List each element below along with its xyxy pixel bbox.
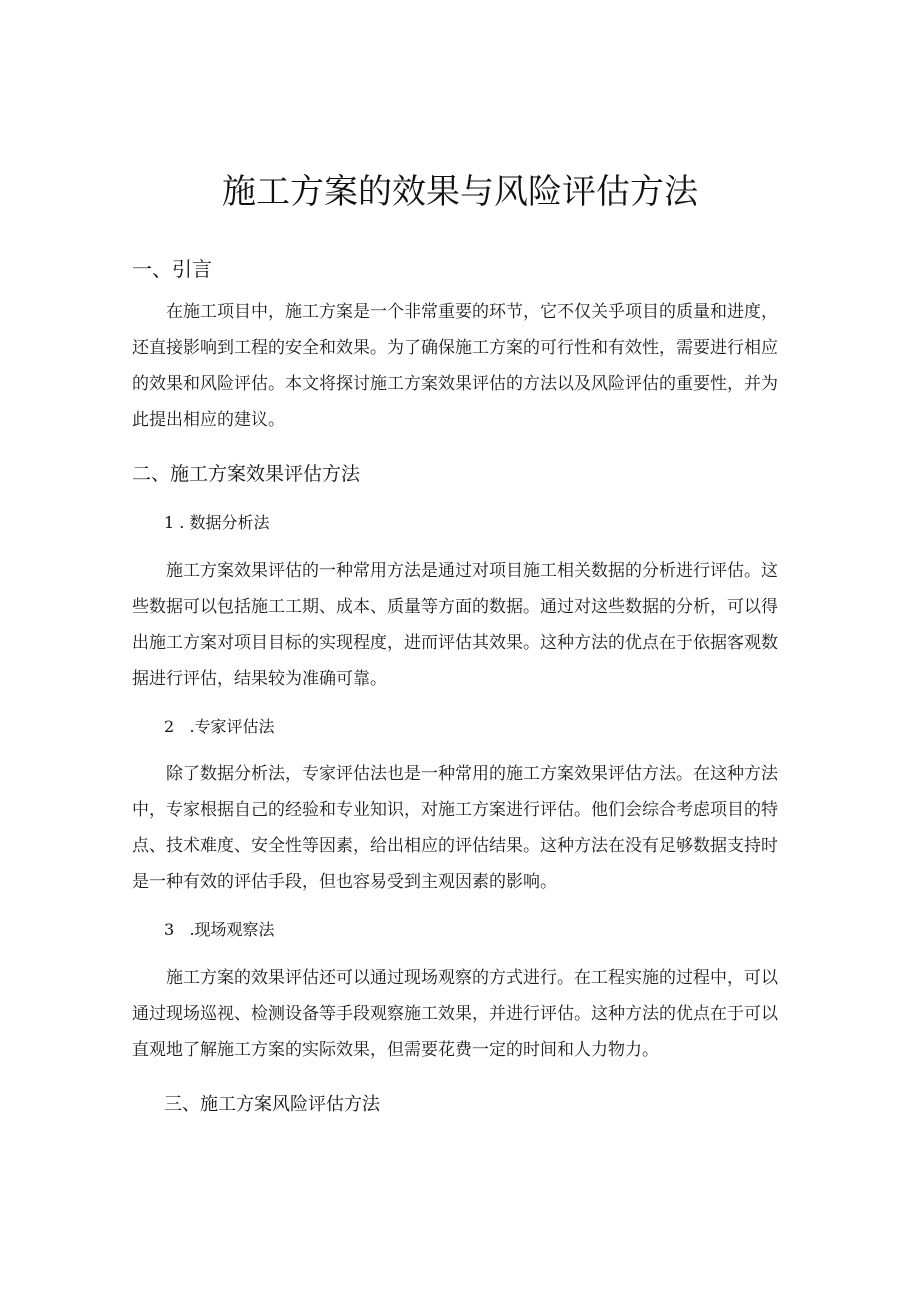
data-analysis-paragraph bbox=[132, 553, 780, 697]
paragraph-line: 除了数据分析法，专家评估法也是一种常用的施工方案效果评估方法。在这种方法 bbox=[166, 764, 778, 784]
paragraph-line: 施工方案效果评估的一种常用方法是通过对项目施工相关数据的分析进行评估。这 bbox=[166, 561, 778, 581]
paragraph-line: 施工方案的效果评估还可以通过现场观察的方式进行。在工程实施的过程中，可以 bbox=[166, 968, 778, 988]
paragraph-line: 中，专家根据自己的经验和专业知识，对施工方案进行评估。他们会综合考虑项目的特 bbox=[132, 800, 778, 820]
subheading-data-analysis: 1 . 数据分析法 bbox=[164, 513, 270, 532]
paragraph-line: 的效果和风险评估。本文将探讨施工方案效果评估的方法以及风险评估的重要性，并为 bbox=[132, 374, 778, 394]
section-heading-risk: 三、施工方案风险评估方法 bbox=[164, 1094, 380, 1115]
paragraph-line: 直观地了解施工方案的实际效果，但需要花费一定的时间和人力物力。 bbox=[132, 1040, 659, 1060]
paragraph-line: 据进行评估，结果较为准确可靠。 bbox=[132, 669, 387, 689]
paragraph-line: 通过现场巡视、检测设备等手段观察施工效果，并进行评估。这种方法的优点在于可以 bbox=[132, 1004, 778, 1024]
section-heading-effect: 二、施工方案效果评估方法 bbox=[132, 463, 361, 485]
intro-paragraph bbox=[132, 294, 780, 438]
paragraph-line: 在施工项目中，施工方案是一个非常重要的环节，它不仅关乎项目的质量和进度， bbox=[166, 302, 778, 322]
subheading-site-observation: 3 .现场观察法 bbox=[164, 920, 275, 939]
paragraph-line: 点、技术难度、安全性等因素，给出相应的评估结果。这种方法在没有足够数据支持时 bbox=[132, 836, 778, 856]
paragraph-line: 出施工方案对项目目标的实现程度，进而评估其效果。这种方法的优点在于依据客观数 bbox=[132, 633, 778, 653]
paragraph-line: 些数据可以包括施工工期、成本、质量等方面的数据。通过对这些数据的分析，可以得 bbox=[132, 597, 778, 617]
section-heading-intro: 一、引言 bbox=[132, 257, 212, 281]
paragraph-line: 还直接影响到工程的安全和效果。为了确保施工方案的可行性和有效性，需要进行相应 bbox=[132, 338, 778, 358]
site-observation-paragraph bbox=[132, 960, 780, 1068]
subheading-expert-evaluation: 2 .专家评估法 bbox=[164, 717, 275, 736]
document-title: 施工方案的效果与风险评估方法 bbox=[222, 172, 698, 212]
expert-evaluation-paragraph bbox=[132, 756, 780, 900]
paragraph-line: 此提出相应的建议。 bbox=[132, 410, 285, 430]
paragraph-line: 是一种有效的评估手段，但也容易受到主观因素的影响。 bbox=[132, 872, 557, 892]
